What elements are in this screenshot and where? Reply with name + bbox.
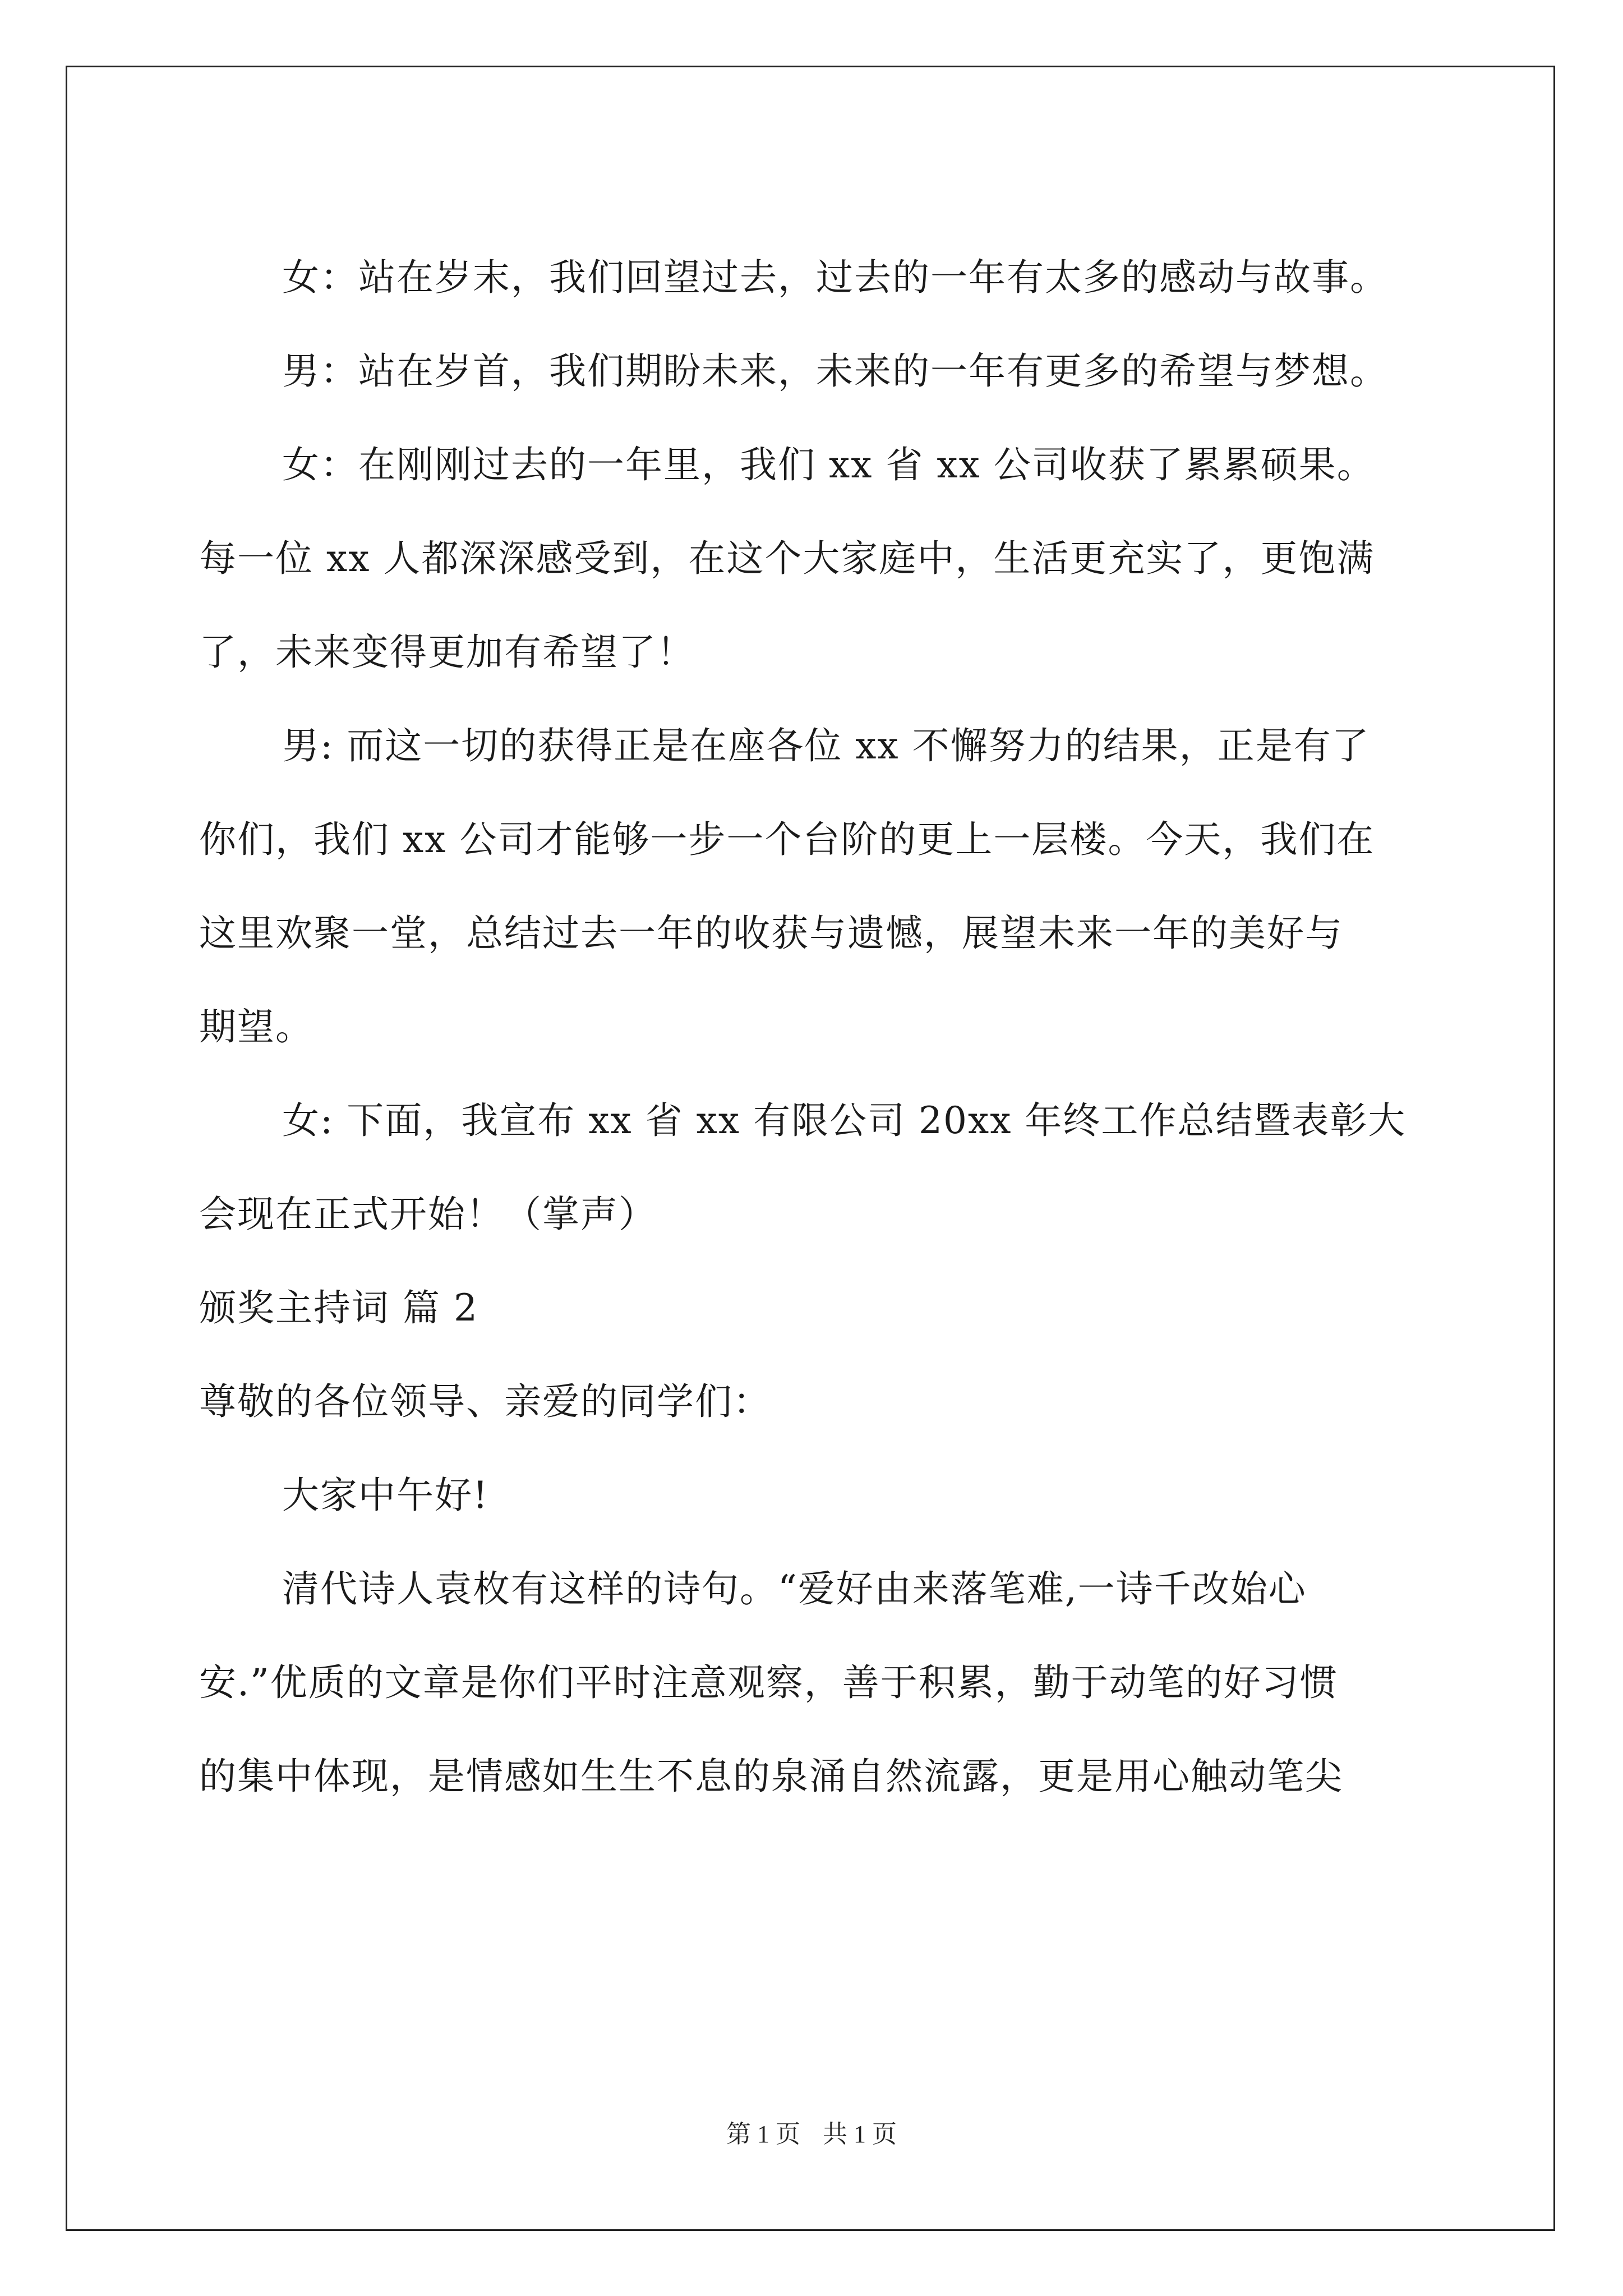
document-body — [199, 227, 1450, 1820]
paragraph-line: 每一位 xx 人都深深感受到，在这个大家庭中，生活更充实了，更饱满 — [199, 537, 1375, 580]
paragraph-line: 了，未来变得更加有希望了！ — [199, 631, 695, 674]
page-number: 第 1 页 — [726, 2120, 800, 2148]
paragraph-line: 男：站在岁首，我们期盼未来，未来的一年有更多的希望与梦想。 — [282, 349, 1388, 393]
paragraph-line: 这里欢聚一堂，总结过去一年的收获与遗憾，展望未来一年的美好与 — [199, 912, 1343, 955]
paragraph-line: 女: 下面，我宣布 xx 省 xx 有限公司 20xx 年终工作总结暨表彰大 — [282, 1099, 1407, 1142]
paragraph-line: 女：在刚刚过去的一年里，我们 xx 省 xx 公司收获了累累硕果。 — [282, 443, 1375, 486]
section-heading: 颁奖主持词 篇 2 — [199, 1286, 478, 1329]
paragraph-line: 会现在正式开始！（掌声） — [199, 1193, 657, 1236]
paragraph-line: 你们，我们 xx 公司才能够一步一个台阶的更上一层楼。今天，我们在 — [199, 818, 1375, 861]
salutation-line: 尊敬的各位领导、亲爱的同学们： — [199, 1380, 771, 1423]
greeting-line: 大家中午好! — [282, 1474, 489, 1517]
paragraph-line: 女：站在岁末，我们回望过去，过去的一年有太多的感动与故事。 — [282, 256, 1388, 299]
paragraph-line: 男: 而这一切的获得正是在座各位 xx 不懈努力的结果，正是有了 — [282, 724, 1370, 767]
paragraph-line: 期望。 — [199, 1005, 313, 1048]
paragraph-line: 清代诗人袁枚有这样的诗句。“爱好由来落笔难,一诗千改始心 — [282, 1567, 1307, 1611]
page-footer — [0, 2114, 1623, 2150]
paragraph-line: 安.”优质的文章是你们平时注意观察，善于积累，勤于动笔的好习惯 — [199, 1661, 1338, 1704]
paragraph-line: 的集中体现，是情感如生生不息的泉涌自然流露，更是用心触动笔尖 — [199, 1755, 1343, 1798]
page-total: 共 1 页 — [823, 2120, 897, 2148]
